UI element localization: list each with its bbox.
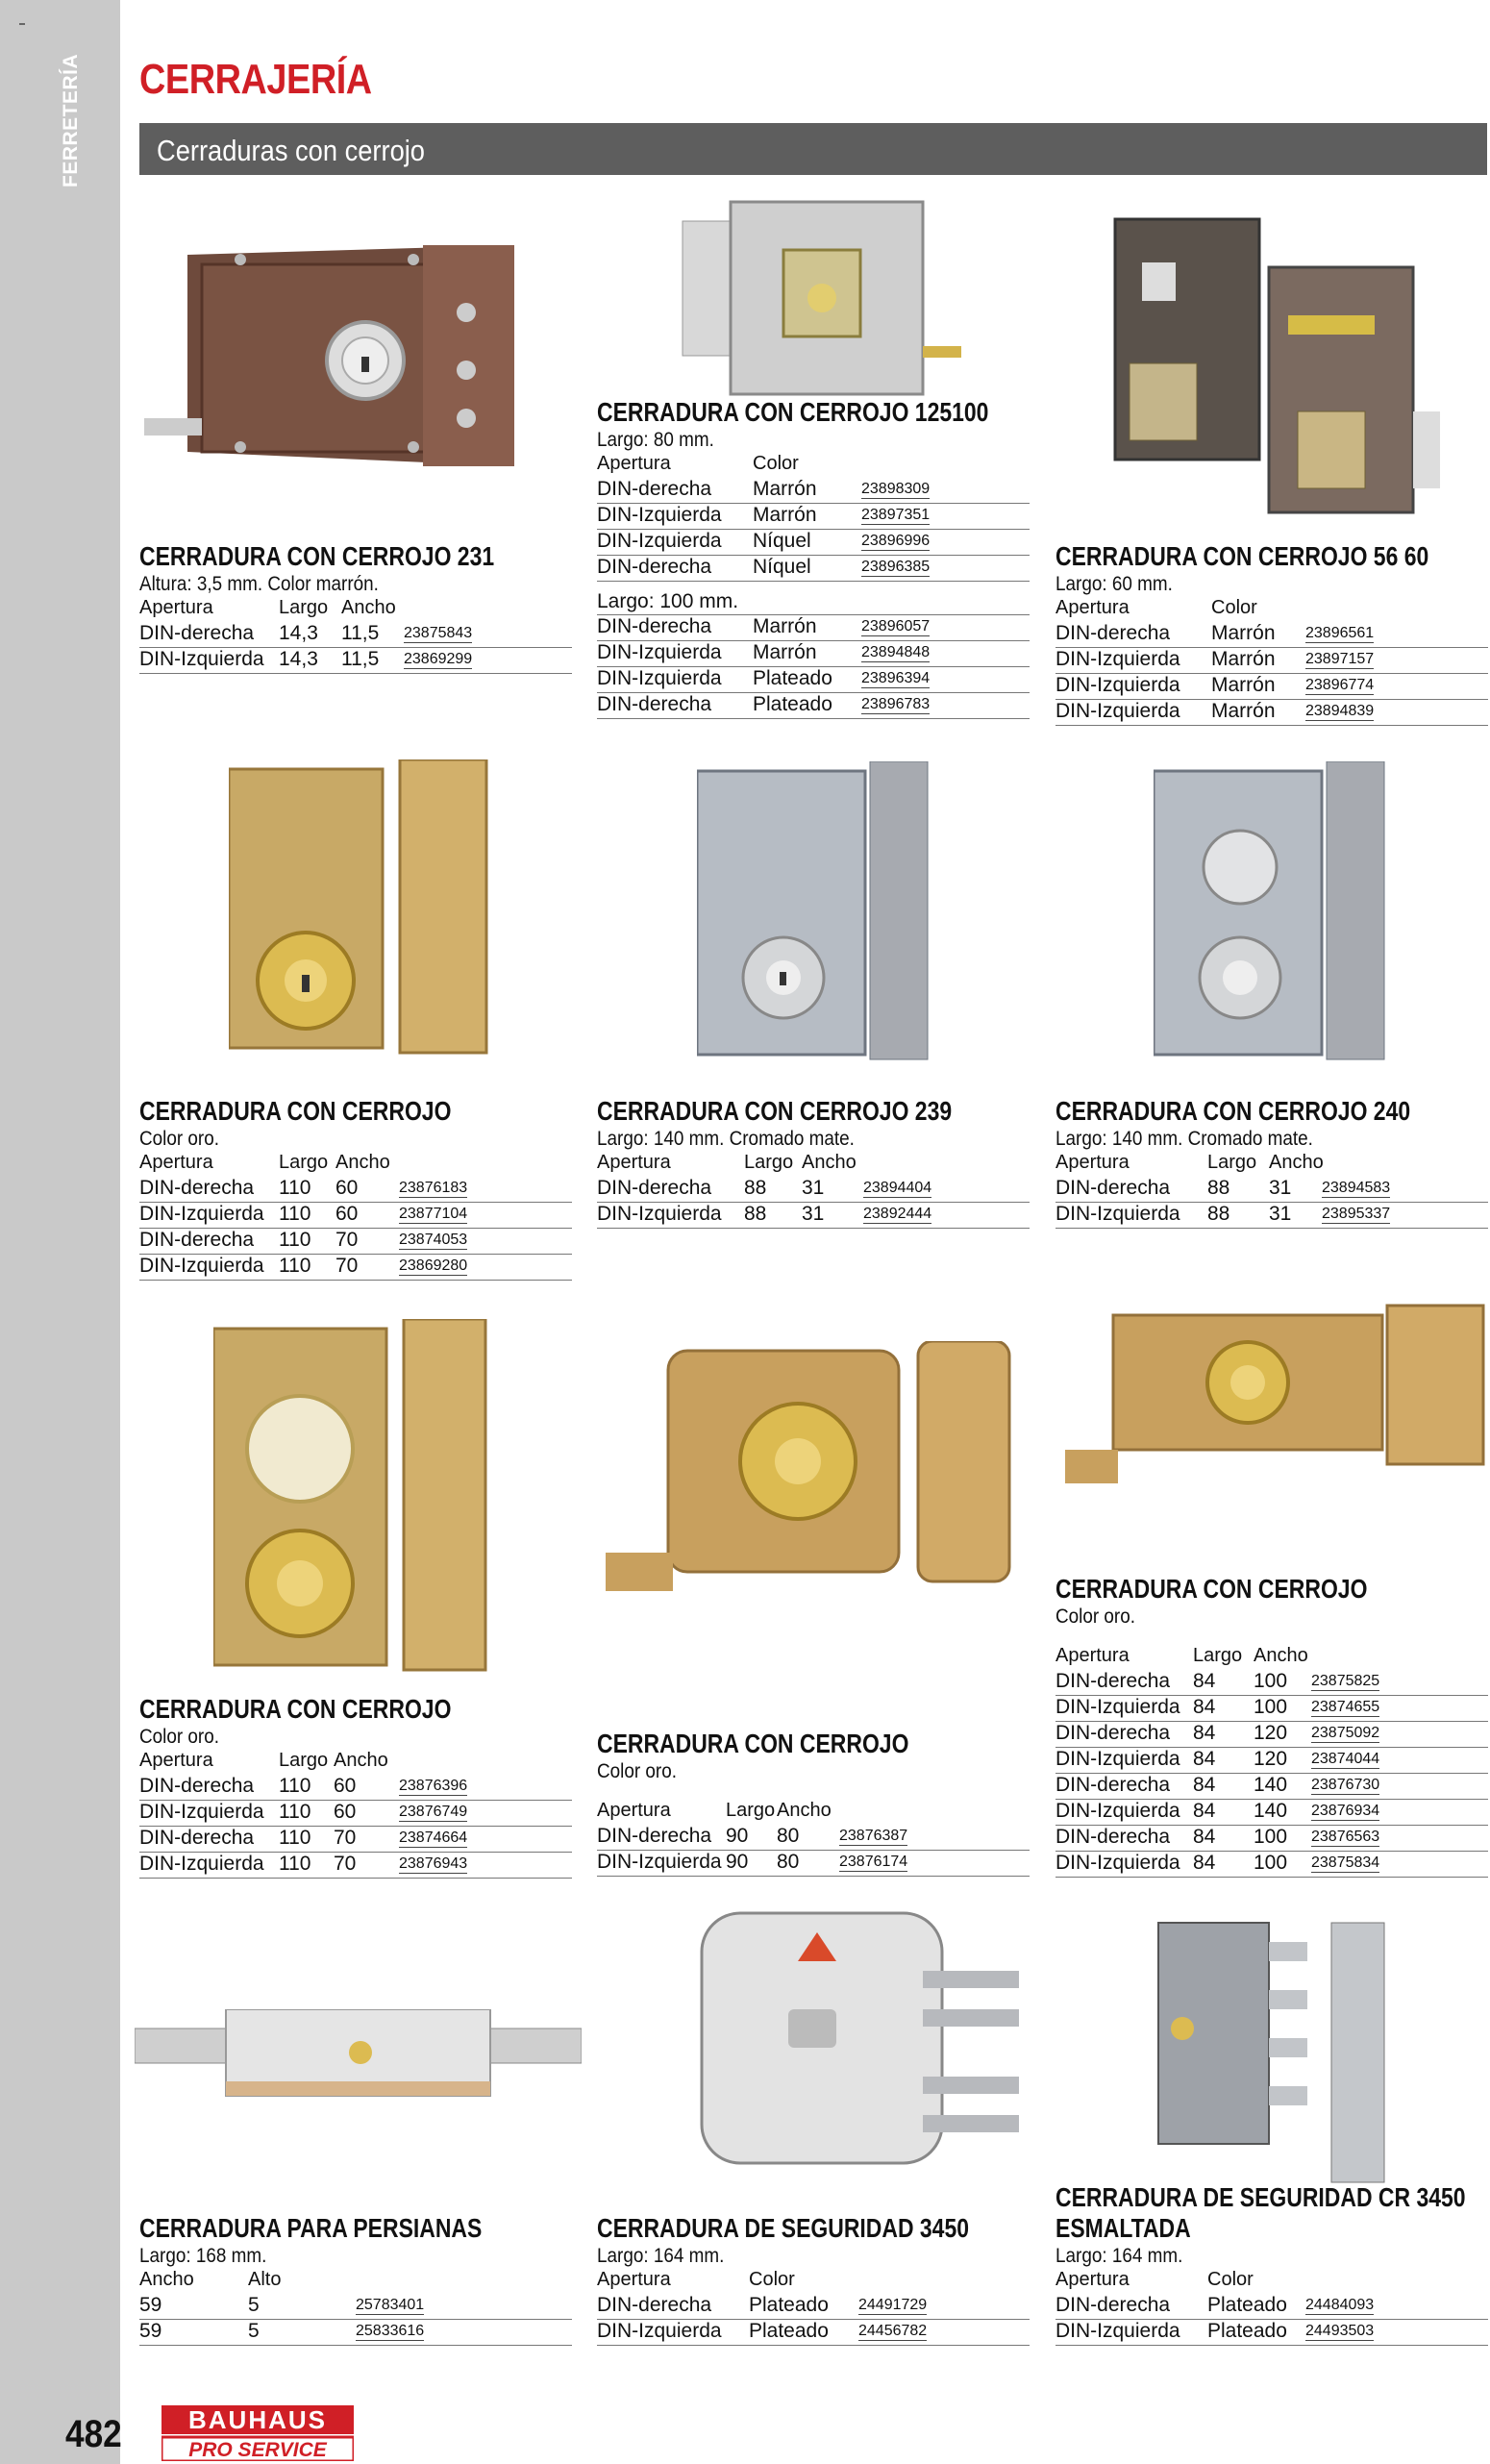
- cell: Plateado: [749, 2294, 829, 2316]
- cell: DIN-Izquierda: [597, 1851, 722, 1873]
- cell: DIN-Izquierda: [1055, 1203, 1180, 1225]
- col-header: Color: [1207, 2269, 1254, 2290]
- product-title: CERRADURA CON CERROJO 240: [1055, 1096, 1411, 1126]
- lock-240-image: [1154, 761, 1394, 1064]
- table-row: [1055, 1852, 1488, 1878]
- col-header: Ancho: [1269, 1152, 1324, 1173]
- cell: 90: [726, 1851, 749, 1873]
- product-code: 23874044: [1311, 1751, 1380, 1767]
- cell: 5: [248, 2320, 260, 2342]
- product-code: 23875834: [1311, 1854, 1380, 1871]
- cell: 120: [1254, 1748, 1288, 1770]
- product-desc: Largo: 140 mm. Cromado mate.: [1055, 1128, 1313, 1150]
- col-header: Apertura: [1055, 1152, 1130, 1173]
- cell: Plateado: [749, 2320, 829, 2342]
- col-header: Apertura: [597, 453, 671, 474]
- product-desc-2: Largo: 100 mm.: [597, 590, 739, 612]
- table-row: [1055, 648, 1488, 674]
- cell: 120: [1254, 1722, 1288, 1744]
- table-row: [1055, 622, 1488, 648]
- cell: 31: [1269, 1177, 1292, 1199]
- table-row: [597, 530, 1030, 556]
- cell: DIN-Izquierda: [597, 530, 722, 552]
- col-header: Ancho: [335, 1152, 390, 1173]
- lock-gold-1-image: [229, 759, 488, 1058]
- product-title: CERRADURA CON CERROJO 56 60: [1055, 541, 1429, 571]
- table-row: [139, 1229, 572, 1255]
- product-code: 23897157: [1305, 651, 1375, 667]
- product-code: 23876934: [1311, 1803, 1380, 1819]
- product-code: 23876183: [399, 1180, 468, 1196]
- product-title: CERRADURA CON CERROJO: [139, 1096, 452, 1126]
- product-code: 23875825: [1311, 1673, 1380, 1689]
- lock-3450-image: [663, 1904, 1029, 2192]
- cell: 60: [335, 1177, 359, 1199]
- cell: DIN-derecha: [597, 2294, 712, 2316]
- cell: DIN-derecha: [139, 622, 255, 644]
- product-code: 23875092: [1311, 1725, 1380, 1741]
- page-title: CERRAJERÍA: [139, 56, 372, 103]
- product-code: 24484093: [1305, 2297, 1375, 2313]
- product-code: 23874655: [1311, 1699, 1380, 1715]
- bauhaus-logo: [161, 2405, 354, 2461]
- cell: 84: [1193, 1852, 1216, 1874]
- table-row: [597, 504, 1030, 530]
- cell: 11,5: [341, 622, 380, 644]
- table-row: [139, 648, 572, 674]
- table-header: [139, 1750, 572, 1775]
- cell: 31: [802, 1177, 825, 1199]
- table-row: [139, 1775, 572, 1801]
- product-title: CERRADURA PARA PERSIANAS: [139, 2213, 483, 2243]
- cell: 70: [334, 1853, 357, 1875]
- product-code: 23876943: [399, 1855, 468, 1872]
- table-row: [597, 1177, 1030, 1203]
- cell: 60: [335, 1203, 359, 1225]
- col-header: Largo: [279, 1152, 329, 1173]
- cell: 100: [1254, 1852, 1288, 1874]
- table-row: [597, 641, 1030, 667]
- table-row: [597, 1851, 1030, 1877]
- table-row: [139, 1801, 572, 1827]
- product-desc: Color oro.: [139, 1128, 219, 1150]
- cell: Marrón: [1211, 674, 1276, 696]
- cell: DIN-derecha: [139, 1177, 255, 1199]
- col-header: Ancho: [802, 1152, 857, 1173]
- table-header: [597, 2269, 1030, 2294]
- cell: 31: [1269, 1203, 1292, 1225]
- cell: DIN-derecha: [597, 1177, 712, 1199]
- product-cerrojo-oro-4: [1055, 1574, 1488, 1878]
- cell: 88: [744, 1203, 767, 1225]
- cell: 110: [279, 1203, 311, 1225]
- cell: 84: [1193, 1774, 1216, 1796]
- table-row: [139, 2320, 572, 2346]
- cell: DIN-Izquierda: [1055, 674, 1180, 696]
- col-header: Color: [1211, 597, 1257, 618]
- table-header: [1055, 2269, 1488, 2294]
- col-header: Apertura: [1055, 2269, 1130, 2290]
- cell: DIN-Izquierda: [1055, 1696, 1180, 1718]
- product-persianas: [139, 2213, 572, 2346]
- product-code: 23876387: [839, 1828, 908, 1844]
- col-header: Apertura: [597, 1152, 671, 1173]
- product-code: 23874053: [399, 1232, 468, 1248]
- product-title: CERRADURA DE SEGURIDAD 3450: [597, 2213, 970, 2243]
- cell: 84: [1193, 1722, 1216, 1744]
- product-cerrojo-56-60: [1055, 541, 1488, 726]
- table-header: [597, 1800, 1030, 1825]
- table-row: [597, 693, 1030, 719]
- table-row: [597, 556, 1030, 582]
- product-code: 23896996: [861, 533, 931, 549]
- cell: DIN-derecha: [139, 1827, 255, 1849]
- col-header: Ancho: [777, 1800, 832, 1821]
- col-header: Largo: [1207, 1152, 1257, 1173]
- cell: Níquel: [753, 530, 811, 552]
- product-title: CERRADURA CON CERROJO: [1055, 1574, 1368, 1604]
- section-header: [139, 123, 1487, 175]
- product-seguridad-3450: [597, 2213, 1030, 2346]
- cell: DIN-derecha: [1055, 1177, 1171, 1199]
- logo-bottom-text: PRO SERVICE: [188, 2439, 327, 2461]
- table-row: [597, 667, 1030, 693]
- cell: 90: [726, 1825, 749, 1847]
- cell: 110: [279, 1801, 311, 1823]
- product-code: 23896057: [861, 618, 931, 635]
- cell: DIN-derecha: [597, 556, 712, 578]
- cell: Marrón: [1211, 622, 1276, 644]
- product-code: 23896561: [1305, 625, 1375, 641]
- table-row: [139, 1177, 572, 1203]
- product-title: CERRADURA CON CERROJO: [139, 1694, 452, 1724]
- product-desc: Largo: 168 mm.: [139, 2245, 267, 2267]
- cell: Marrón: [1211, 700, 1276, 722]
- cell: Plateado: [753, 667, 832, 689]
- product-code: 23896385: [861, 559, 931, 575]
- table-row: [139, 2294, 572, 2320]
- lock-gold-3-image: [606, 1341, 1014, 1605]
- product-code: 23895337: [1322, 1206, 1391, 1222]
- cell: 88: [744, 1177, 767, 1199]
- product-cerrojo-125100: [597, 397, 1030, 719]
- cell: DIN-derecha: [1055, 2294, 1171, 2316]
- cell: Níquel: [753, 556, 811, 578]
- cell: DIN-Izquierda: [1055, 1800, 1180, 1822]
- cell: 60: [334, 1775, 357, 1797]
- col-header: Alto: [248, 2269, 282, 2290]
- col-header: Largo: [279, 1750, 329, 1771]
- cell: 84: [1193, 1696, 1216, 1718]
- product-cerrojo-oro-2: [139, 1694, 572, 1879]
- cell: 110: [279, 1775, 311, 1797]
- cell: 84: [1193, 1800, 1216, 1822]
- cell: 11,5: [341, 648, 380, 670]
- cell: DIN-derecha: [1055, 1826, 1171, 1848]
- cell: 59: [139, 2320, 162, 2342]
- cell: DIN-Izquierda: [597, 667, 722, 689]
- cell: 100: [1254, 1670, 1288, 1692]
- lock-gold-2-image: [213, 1319, 487, 1675]
- col-header: Largo: [726, 1800, 776, 1821]
- col-header: Apertura: [1055, 1645, 1130, 1666]
- product-code: 25833616: [356, 2323, 425, 2339]
- product-code: 23894583: [1322, 1180, 1391, 1196]
- sidebar-label: FERRETERÍA: [60, 53, 82, 187]
- cell: Plateado: [1207, 2320, 1287, 2342]
- cell: 110: [279, 1177, 311, 1199]
- product-cerrojo-oro-3: [597, 1729, 1030, 1877]
- col-header: Ancho: [139, 2269, 194, 2290]
- cell: DIN-Izquierda: [1055, 648, 1180, 670]
- cell: DIN-derecha: [597, 1825, 712, 1847]
- table-row: [1055, 1670, 1488, 1696]
- cell: DIN-derecha: [1055, 1722, 1171, 1744]
- lock-gold-4-image: [1065, 1296, 1488, 1493]
- product-code: 23894404: [863, 1180, 932, 1196]
- table-row: [597, 2320, 1030, 2346]
- cell: 14,3: [279, 622, 318, 644]
- product-code: 25783401: [356, 2297, 425, 2313]
- product-desc: Color oro.: [139, 1726, 219, 1748]
- cell: 59: [139, 2294, 162, 2316]
- table-header: [139, 2269, 572, 2294]
- cell: DIN-derecha: [597, 693, 712, 715]
- table-header: [597, 453, 1030, 478]
- table-row: [597, 614, 1030, 641]
- cell: 88: [1207, 1177, 1230, 1199]
- table-row: [139, 1255, 572, 1281]
- product-code: 23869299: [404, 651, 473, 667]
- product-code: 23875843: [404, 625, 473, 641]
- col-header: Apertura: [597, 1800, 671, 1821]
- product-code: 23894839: [1305, 703, 1375, 719]
- product-code: 23874664: [399, 1829, 468, 1846]
- product-code: 23898309: [861, 481, 931, 497]
- table-row: [1055, 1696, 1488, 1722]
- col-header: Apertura: [139, 1152, 213, 1173]
- product-title-2: ESMALTADA: [1055, 2213, 1191, 2243]
- table-header: [139, 597, 572, 622]
- cell: DIN-Izquierda: [139, 1853, 264, 1875]
- product-code: 23876730: [1311, 1777, 1380, 1793]
- product-code: 23876749: [399, 1804, 468, 1820]
- table-row: [597, 2294, 1030, 2320]
- product-title: CERRADURA CON CERROJO 231: [139, 541, 495, 571]
- product-cerrojo-239: [597, 1096, 1030, 1229]
- col-header: Color: [753, 453, 799, 474]
- product-code: 23876396: [399, 1778, 468, 1794]
- cell: DIN-derecha: [1055, 1670, 1171, 1692]
- col-header: Apertura: [597, 2269, 671, 2290]
- product-code: 23876174: [839, 1854, 908, 1870]
- product-code: 23894848: [861, 644, 931, 660]
- cell: DIN-Izquierda: [1055, 1852, 1180, 1874]
- product-cerrojo-oro-1: [139, 1096, 572, 1281]
- product-desc: Largo: 140 mm. Cromado mate.: [597, 1128, 855, 1150]
- cell: 70: [335, 1255, 359, 1277]
- product-seguridad-cr3450: [1055, 2182, 1488, 2346]
- product-cerrojo-240: [1055, 1096, 1488, 1229]
- cell: 70: [335, 1229, 359, 1251]
- product-code: 23892444: [863, 1206, 932, 1222]
- table-row: [1055, 2294, 1488, 2320]
- product-desc: Altura: 3,5 mm. Color marrón.: [139, 573, 379, 595]
- product-code: 23877104: [399, 1206, 468, 1222]
- col-header: Apertura: [139, 1750, 213, 1771]
- product-desc: Color oro.: [1055, 1605, 1135, 1628]
- page-number: 482: [65, 2413, 122, 2455]
- table-header: [597, 1152, 1030, 1177]
- cell: DIN-derecha: [139, 1775, 255, 1797]
- table-row: [1055, 1826, 1488, 1852]
- col-header: Ancho: [1254, 1645, 1308, 1666]
- table-header: [1055, 1152, 1488, 1177]
- table-row: [139, 1853, 572, 1879]
- lock-239-image: [697, 761, 937, 1064]
- lock-cr3450-image: [1139, 1904, 1399, 2192]
- cell: DIN-Izquierda: [139, 648, 264, 670]
- cell: 88: [1207, 1203, 1230, 1225]
- table-header: [1055, 1645, 1488, 1670]
- product-desc: Largo: 80 mm.: [597, 429, 714, 451]
- col-header: Color: [749, 2269, 795, 2290]
- col-header: Ancho: [334, 1750, 388, 1771]
- col-header: Largo: [1193, 1645, 1243, 1666]
- col-header: Ancho: [341, 597, 396, 618]
- cell: 80: [777, 1825, 800, 1847]
- cell: DIN-Izquierda: [1055, 700, 1180, 722]
- cell: DIN-derecha: [1055, 1774, 1171, 1796]
- table-header: [139, 1152, 572, 1177]
- product-desc: Largo: 164 mm.: [1055, 2245, 1183, 2267]
- table-row: [597, 478, 1030, 504]
- cell: DIN-Izquierda: [597, 2320, 722, 2342]
- product-code: 23869280: [399, 1257, 468, 1274]
- table-row: [1055, 1748, 1488, 1774]
- product-code: 24456782: [858, 2323, 928, 2339]
- product-code: 23896774: [1305, 677, 1375, 693]
- cell: 84: [1193, 1748, 1216, 1770]
- table-row: [1055, 700, 1488, 726]
- cell: Plateado: [753, 693, 832, 715]
- product-title: CERRADURA DE SEGURIDAD CR 3450: [1055, 2182, 1466, 2212]
- cell: 31: [802, 1203, 825, 1225]
- cell: 60: [334, 1801, 357, 1823]
- product-code: 23876563: [1311, 1829, 1380, 1845]
- table-row: [139, 1827, 572, 1853]
- cell: DIN-Izquierda: [597, 641, 722, 663]
- table-row: [1055, 1722, 1488, 1748]
- lock-56-60-image: [1096, 210, 1442, 522]
- product-title: CERRADURA CON CERROJO 125100: [597, 397, 989, 427]
- product-title: CERRADURA CON CERROJO: [597, 1729, 909, 1758]
- cell: DIN-derecha: [1055, 622, 1171, 644]
- lock-125100-image: [663, 192, 971, 399]
- cell: Plateado: [1207, 2294, 1287, 2316]
- cell: 140: [1254, 1774, 1288, 1796]
- table-row: [1055, 1177, 1488, 1203]
- cell: 84: [1193, 1826, 1216, 1848]
- table-header: [1055, 597, 1488, 622]
- cell: 80: [777, 1851, 800, 1873]
- cell: 5: [248, 2294, 260, 2316]
- product-code: 23896394: [861, 670, 931, 686]
- lock-persianas-image: [135, 2009, 582, 2101]
- cell: 110: [279, 1255, 311, 1277]
- cell: 14,3: [279, 648, 318, 670]
- product-cerrojo-231: [139, 541, 572, 674]
- cell: DIN-Izquierda: [139, 1801, 264, 1823]
- product-code: 24491729: [858, 2297, 928, 2313]
- table-row: [1055, 1774, 1488, 1800]
- col-header: Apertura: [1055, 597, 1130, 618]
- cell: 110: [279, 1827, 311, 1849]
- cell: DIN-Izquierda: [139, 1203, 264, 1225]
- table-row: [139, 1203, 572, 1229]
- cell: DIN-Izquierda: [139, 1255, 264, 1277]
- cell: 84: [1193, 1670, 1216, 1692]
- cell: Marrón: [753, 615, 817, 637]
- table-row: [597, 1825, 1030, 1851]
- cell: Marrón: [753, 504, 817, 526]
- cell: 140: [1254, 1800, 1288, 1822]
- table-row: [1055, 1800, 1488, 1826]
- product-desc: Largo: 60 mm.: [1055, 573, 1173, 595]
- col-header: Apertura: [139, 597, 213, 618]
- cell: 110: [279, 1229, 311, 1251]
- table-row: [597, 1203, 1030, 1229]
- cell: DIN-derecha: [597, 615, 712, 637]
- table-row: [1055, 2320, 1488, 2346]
- logo-top-text: BAUHAUS: [188, 2405, 327, 2434]
- cell: DIN-derecha: [597, 478, 712, 500]
- cell: DIN-Izquierda: [597, 1203, 722, 1225]
- product-title: CERRADURA CON CERROJO 239: [597, 1096, 953, 1126]
- col-header: Largo: [279, 597, 329, 618]
- cell: Marrón: [753, 641, 817, 663]
- cell: 100: [1254, 1696, 1288, 1718]
- product-desc: Largo: 164 mm.: [597, 2245, 725, 2267]
- section-title: Cerraduras con cerrojo: [157, 134, 425, 167]
- cell: DIN-derecha: [139, 1229, 255, 1251]
- product-desc: Color oro.: [597, 1760, 677, 1782]
- table-row: [1055, 674, 1488, 700]
- cell: Marrón: [1211, 648, 1276, 670]
- product-code: 23896783: [861, 696, 931, 712]
- col-header: Largo: [744, 1152, 794, 1173]
- table-row: [139, 622, 572, 648]
- cell: 70: [334, 1827, 357, 1849]
- product-code: 24493503: [1305, 2323, 1375, 2339]
- cell: DIN-Izquierda: [597, 504, 722, 526]
- cell: Marrón: [753, 478, 817, 500]
- table-row: [1055, 1203, 1488, 1229]
- cell: 110: [279, 1853, 311, 1875]
- product-code: 23897351: [861, 507, 931, 523]
- lock-231-image: [144, 236, 519, 476]
- sidebar: [0, 0, 120, 2464]
- sidebar-mark: [19, 23, 25, 25]
- cell: DIN-Izquierda: [1055, 1748, 1180, 1770]
- cell: DIN-Izquierda: [1055, 2320, 1180, 2342]
- cell: 100: [1254, 1826, 1288, 1848]
